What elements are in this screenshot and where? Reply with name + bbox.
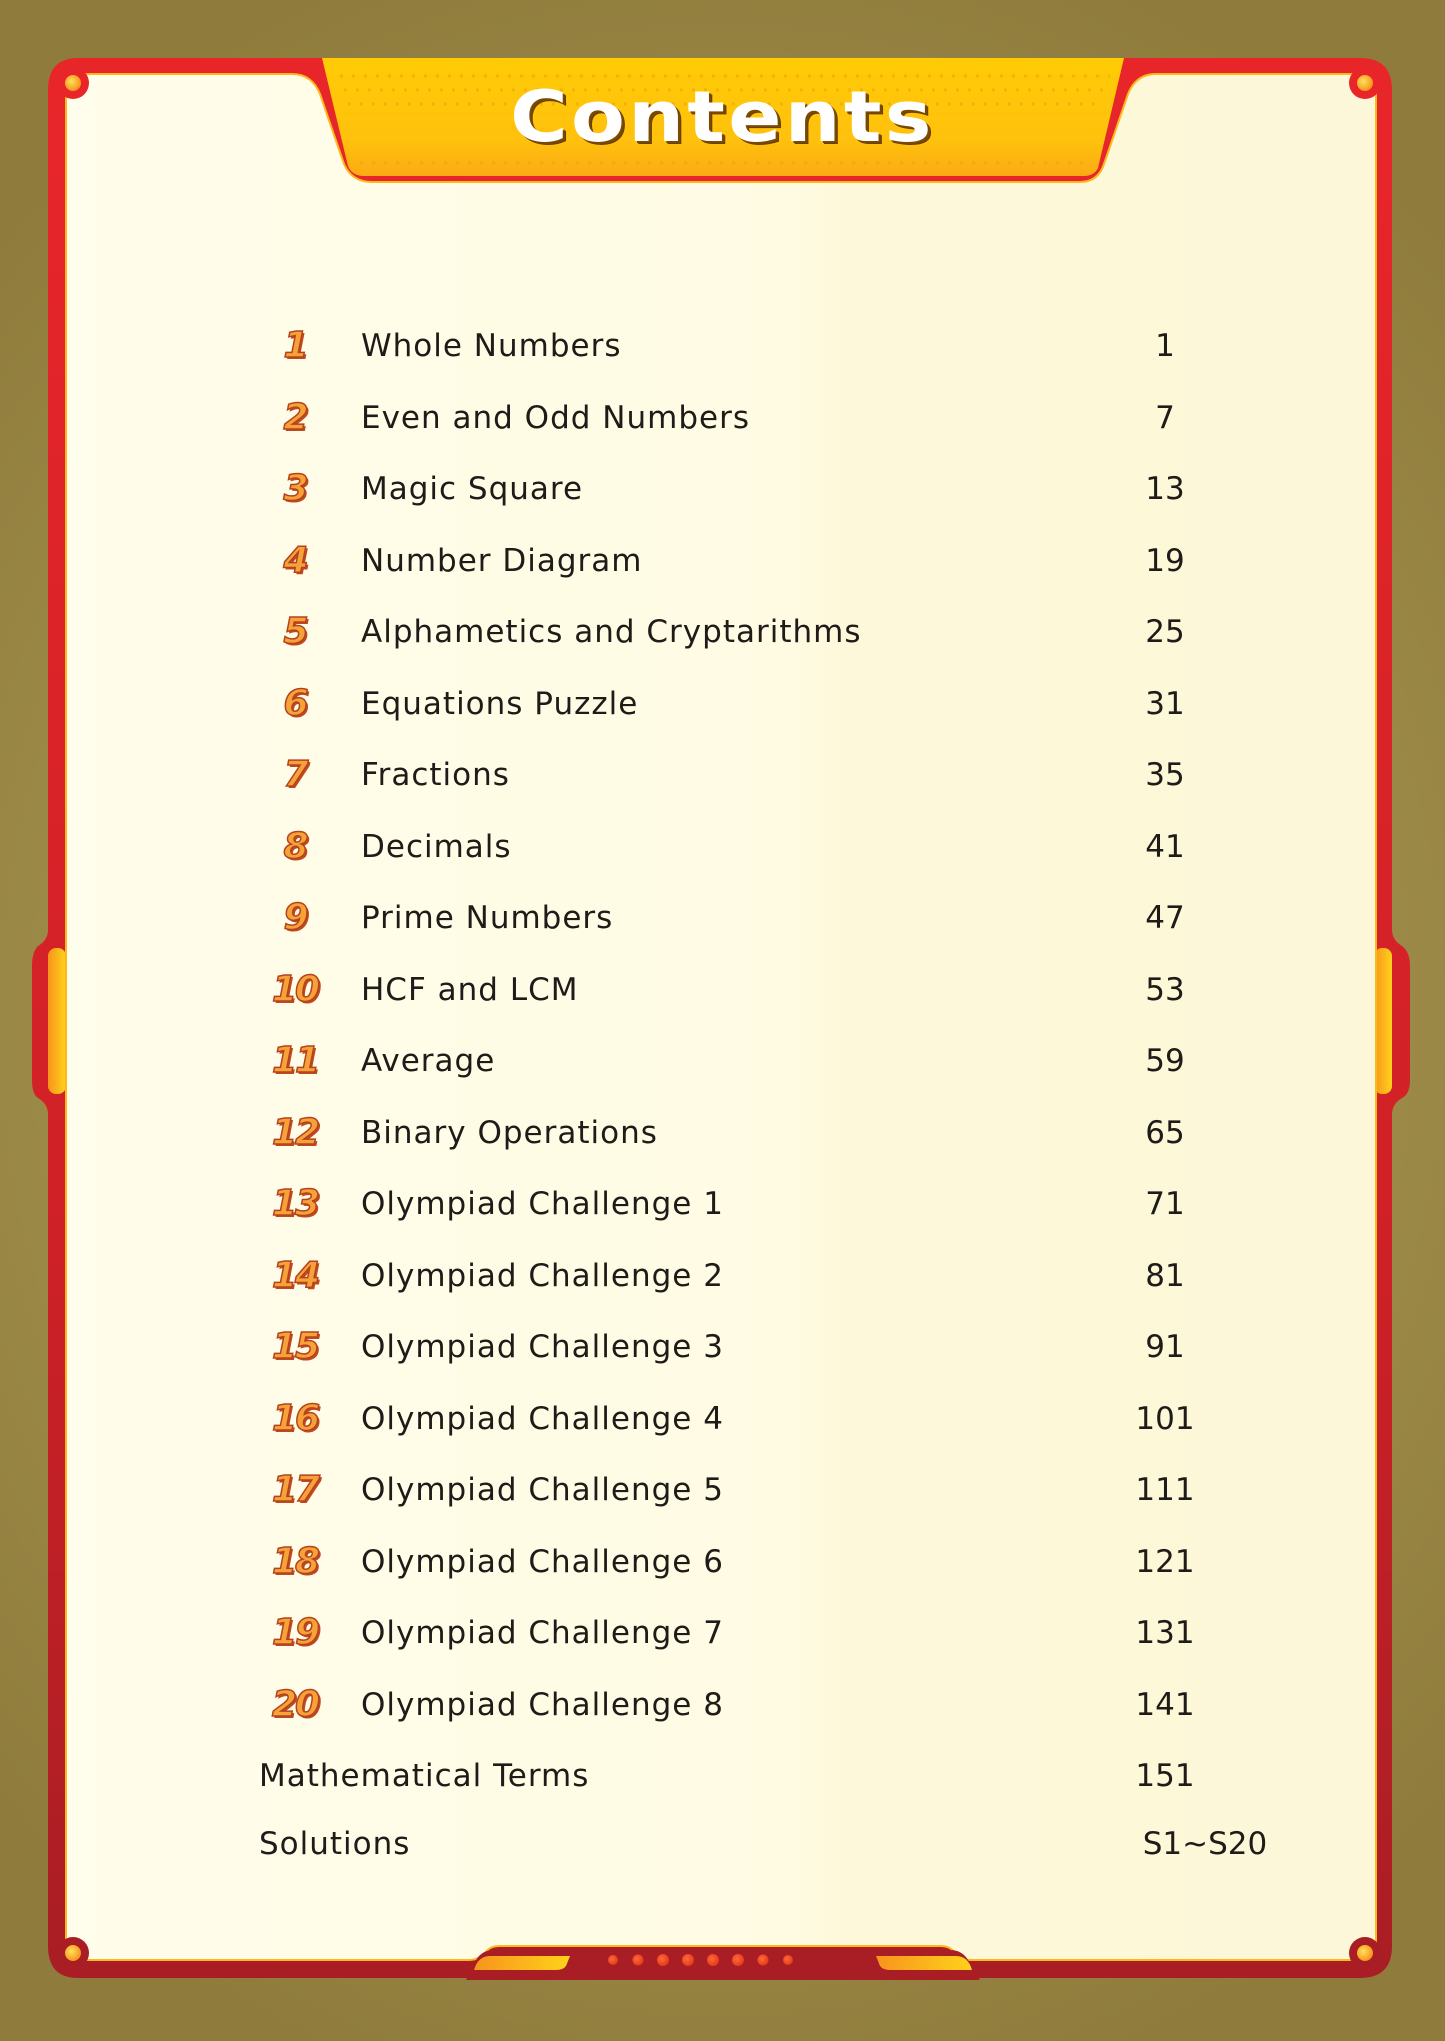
page-number: 31 — [1145, 686, 1185, 722]
toc-entry[interactable] — [0, 1179, 1445, 1229]
chapter-title: Fractions — [361, 757, 510, 793]
chapter-number: 1 — [283, 325, 307, 366]
toc-entry[interactable] — [0, 1394, 1445, 1444]
toc-entry[interactable] — [0, 822, 1445, 872]
chapter-title: Prime Numbers — [361, 900, 614, 936]
page-number: 13 — [1145, 471, 1185, 507]
page-number: 131 — [1135, 1615, 1195, 1651]
chapter-number: 3 — [283, 468, 307, 509]
page-number: 35 — [1145, 757, 1185, 793]
page-number: 65 — [1145, 1115, 1185, 1151]
page-number: 7 — [1155, 400, 1175, 436]
chapter-title: Even and Odd Numbers — [361, 400, 750, 436]
page-number: 47 — [1145, 900, 1185, 936]
page-number: 59 — [1145, 1043, 1185, 1079]
toc-entry[interactable] — [0, 1608, 1445, 1658]
chapter-number: 13 — [271, 1183, 319, 1224]
chapter-number: 7 — [283, 754, 307, 795]
page-title: Contents — [510, 76, 935, 158]
page-number: 91 — [1145, 1329, 1185, 1365]
page-number: 111 — [1135, 1472, 1195, 1508]
chapter-number: 5 — [283, 611, 307, 652]
chapter-number: 19 — [271, 1612, 319, 1653]
chapter-title: Alphametics and Cryptarithms — [361, 614, 862, 650]
chapter-number: 2 — [283, 397, 307, 438]
toc-entry[interactable] — [0, 1680, 1445, 1730]
chapter-number: 11 — [271, 1040, 319, 1081]
toc-entry[interactable] — [0, 536, 1445, 586]
chapter-title: Olympiad Challenge 4 — [361, 1401, 724, 1437]
chapter-title: Olympiad Challenge 5 — [361, 1472, 724, 1508]
chapter-title: Olympiad Challenge 7 — [361, 1615, 724, 1651]
page-number: 141 — [1135, 1687, 1195, 1723]
chapter-title: Olympiad Challenge 3 — [361, 1329, 724, 1365]
page-number: 151 — [1135, 1758, 1195, 1794]
chapter-number: 17 — [271, 1469, 319, 1510]
chapter-title: Whole Numbers — [361, 328, 622, 364]
toc-entry[interactable] — [0, 679, 1445, 729]
page-number: 1 — [1155, 328, 1175, 364]
chapter-title: HCF and LCM — [361, 972, 579, 1008]
page-number: 19 — [1145, 543, 1185, 579]
page-number: 25 — [1145, 614, 1185, 650]
chapter-title: Olympiad Challenge 2 — [361, 1258, 724, 1294]
page-number: 71 — [1145, 1186, 1185, 1222]
toc-entry[interactable] — [0, 893, 1445, 943]
page-number: S1~S20 — [1142, 1826, 1268, 1862]
page-number: 101 — [1135, 1401, 1195, 1437]
chapter-title: Binary Operations — [361, 1115, 658, 1151]
chapter-title: Olympiad Challenge 6 — [361, 1544, 724, 1580]
toc-entry[interactable] — [0, 965, 1445, 1015]
toc-entry[interactable] — [0, 607, 1445, 657]
chapter-number: 16 — [271, 1398, 319, 1439]
toc-entry[interactable] — [0, 1465, 1445, 1515]
toc-entry[interactable] — [0, 393, 1445, 443]
toc-entry[interactable] — [0, 750, 1445, 800]
chapter-number: 10 — [271, 969, 319, 1010]
chapter-number: 15 — [271, 1326, 319, 1367]
chapter-number: 9 — [283, 897, 307, 938]
chapter-number: 14 — [271, 1255, 319, 1296]
toc-entry-solutions[interactable] — [0, 1819, 1445, 1869]
toc-entry[interactable] — [0, 1036, 1445, 1086]
page-number: 41 — [1145, 829, 1185, 865]
chapter-title: Average — [361, 1043, 496, 1079]
section-title: Solutions — [259, 1826, 411, 1862]
page-number: 81 — [1145, 1258, 1185, 1294]
chapter-title: Number Diagram — [361, 543, 643, 579]
toc-entry[interactable] — [0, 1537, 1445, 1587]
chapter-title: Magic Square — [361, 471, 584, 507]
chapter-number: 4 — [283, 540, 307, 581]
chapter-title: Decimals — [361, 829, 512, 865]
toc-entry[interactable] — [0, 321, 1445, 371]
toc-entry[interactable] — [0, 1251, 1445, 1301]
chapter-number: 20 — [271, 1684, 319, 1725]
page-number: 121 — [1135, 1544, 1195, 1580]
section-title: Mathematical Terms — [259, 1758, 590, 1794]
toc-entry[interactable] — [0, 464, 1445, 514]
chapter-number: 12 — [271, 1112, 319, 1153]
chapter-number: 8 — [283, 826, 307, 867]
chapter-number: 6 — [283, 683, 307, 724]
toc-entry-mathematical-terms[interactable] — [0, 1751, 1445, 1801]
chapter-title: Equations Puzzle — [361, 686, 639, 722]
chapter-title: Olympiad Challenge 1 — [361, 1186, 724, 1222]
chapter-title: Olympiad Challenge 8 — [361, 1687, 724, 1723]
toc-entry[interactable] — [0, 1108, 1445, 1158]
chapter-number: 18 — [271, 1541, 319, 1582]
toc-entry[interactable] — [0, 1322, 1445, 1372]
page-number: 53 — [1145, 972, 1185, 1008]
